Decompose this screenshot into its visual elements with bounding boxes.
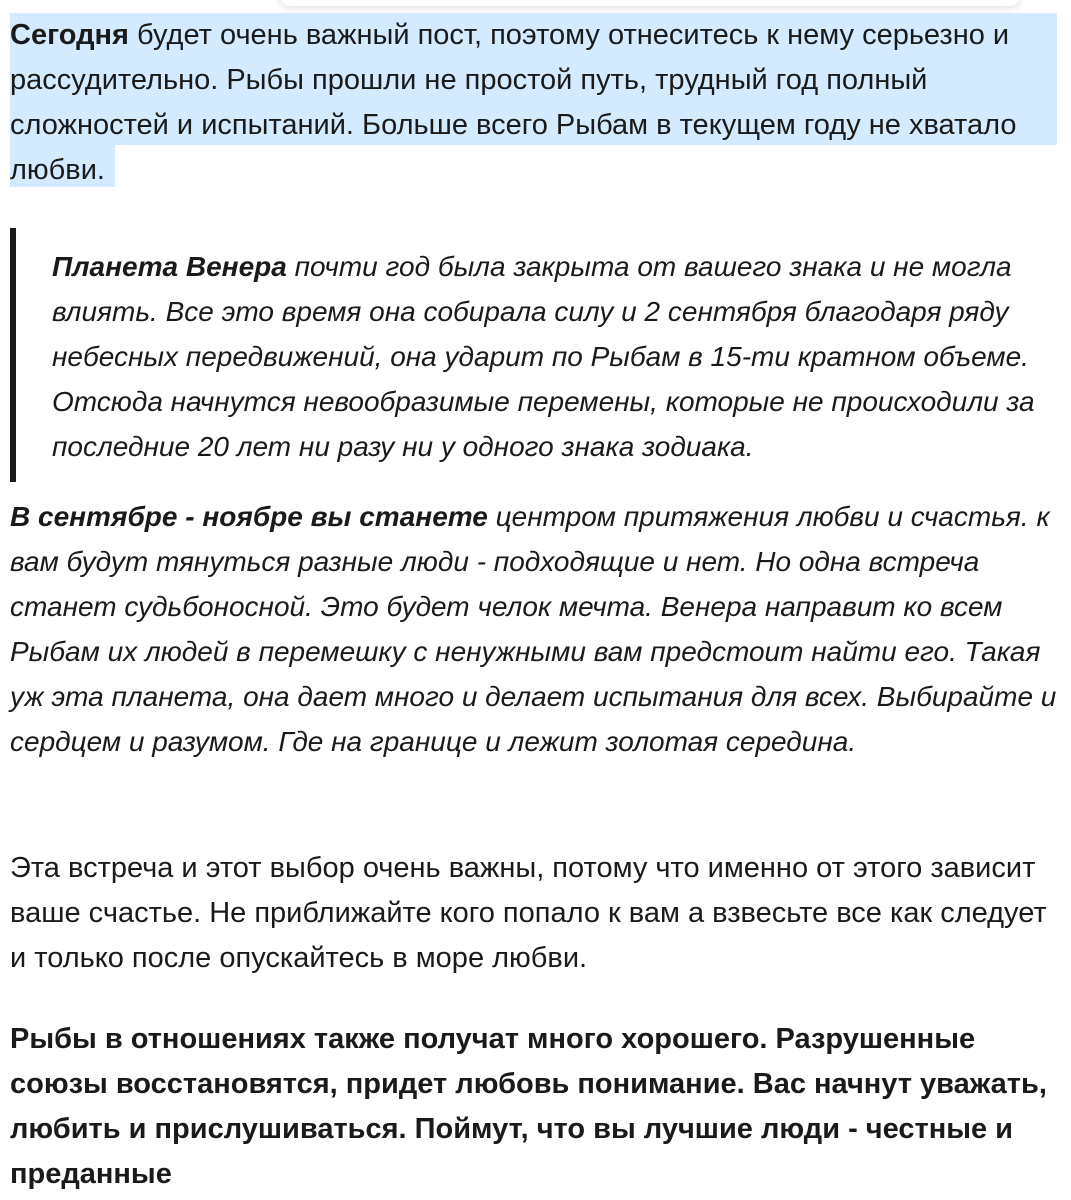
quote-lead: Планета Венера	[52, 251, 287, 282]
september-lead: В сентябре - ноябре вы станете	[10, 501, 488, 532]
quote-paragraph	[52, 244, 1052, 469]
september-paragraph	[10, 494, 1060, 764]
intro-lead: Сегодня	[10, 19, 129, 51]
meeting-paragraph: Эта встреча и этот выбор очень важны, потому что именно от этого зависит ваше счастье. Не приближайте кого попало к вам а взвесьте все как следует и только после опускайтесь в море любви.	[10, 852, 1047, 974]
relations-paragraph: Рыбы в отношениях также получат много хорошего. Разрушенные союзы восстановятся, придет любовь понимание. Вас начнут уважать, любить и прислушиваться. Поймут, что вы лучшие люди - честные и преданные	[10, 1023, 1047, 1190]
blockquote	[10, 228, 1055, 482]
intro-paragraph[interactable]	[10, 13, 1056, 193]
top-card-shadow	[280, 0, 1020, 6]
september-text: центром притяжения любви и счастья. к вам будут тянуться разные люди - подходящие и нет. Но одна встреча станет судьбоносной. Это будет челок мечта. Венера направит ко всем Рыбам их людей в перемешку с ненужными вам предстоит найти его. Такая уж эта планета, она дает много и делает испытания для всех. Выбирайте и сердцем и разумом. Где на границе и лежит золотая середина.	[10, 501, 1057, 757]
quote-text: почти год была закрыта от вашего знака и не могла влиять. Все это время она собирала силу и 2 сентября благодаря ряду небесных передвижений, она ударит по Рыбам в 15-ти кратном объеме. Отсюда начнутся невообразимые перемены, которые не происходили за последние 20 лет ни разу ни у одного знака зодиака.	[52, 251, 1035, 462]
intro-text: будет очень важный пост, поэтому отнеситесь к нему серьезно и рассудительно. Рыбы прошли не простой путь, трудный год полный сложностей и испытаний. Больше всего Рыбам в текущем году не хватало любви.	[10, 19, 1017, 186]
